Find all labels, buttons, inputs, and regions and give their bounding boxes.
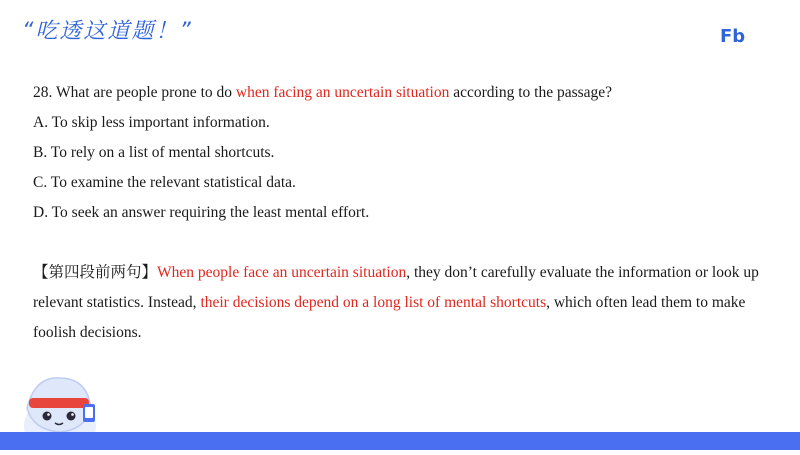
analysis-highlight-1: When people face an uncertain situation	[157, 264, 407, 281]
option-b: B. To rely on a list of mental shortcuts.	[33, 144, 275, 161]
option-a: A. To skip less important information.	[33, 114, 270, 131]
analysis-text-1: , they don’t carefully evaluate the information or look up relevant statistics. Instead,	[33, 264, 759, 311]
analysis-tag: 【第四段前两句】	[33, 264, 158, 281]
question-content	[33, 78, 773, 348]
fb-logo-icon	[720, 24, 750, 46]
question-suffix: according to the passage?	[449, 84, 613, 101]
bottom-bar	[0, 432, 800, 450]
option-d: D. To seek an answer requiring the least mental effort.	[33, 204, 370, 221]
option-c: C. To examine the relevant statistical data.	[33, 174, 296, 191]
question-prefix: 28. What are people prone to do	[33, 84, 236, 101]
question-highlight: when facing an uncertain situation	[235, 84, 450, 101]
analysis-text-2: , which often lead them to make foolish decisions.	[33, 294, 746, 341]
svg-text:Fb: Fb	[720, 26, 746, 45]
question-text	[33, 78, 773, 108]
header-title: “吃透这道题！”	[22, 19, 193, 44]
analysis-highlight-2: their decisions depend on a long list of mental shortcuts	[200, 294, 547, 311]
analysis-paragraph	[33, 258, 773, 348]
